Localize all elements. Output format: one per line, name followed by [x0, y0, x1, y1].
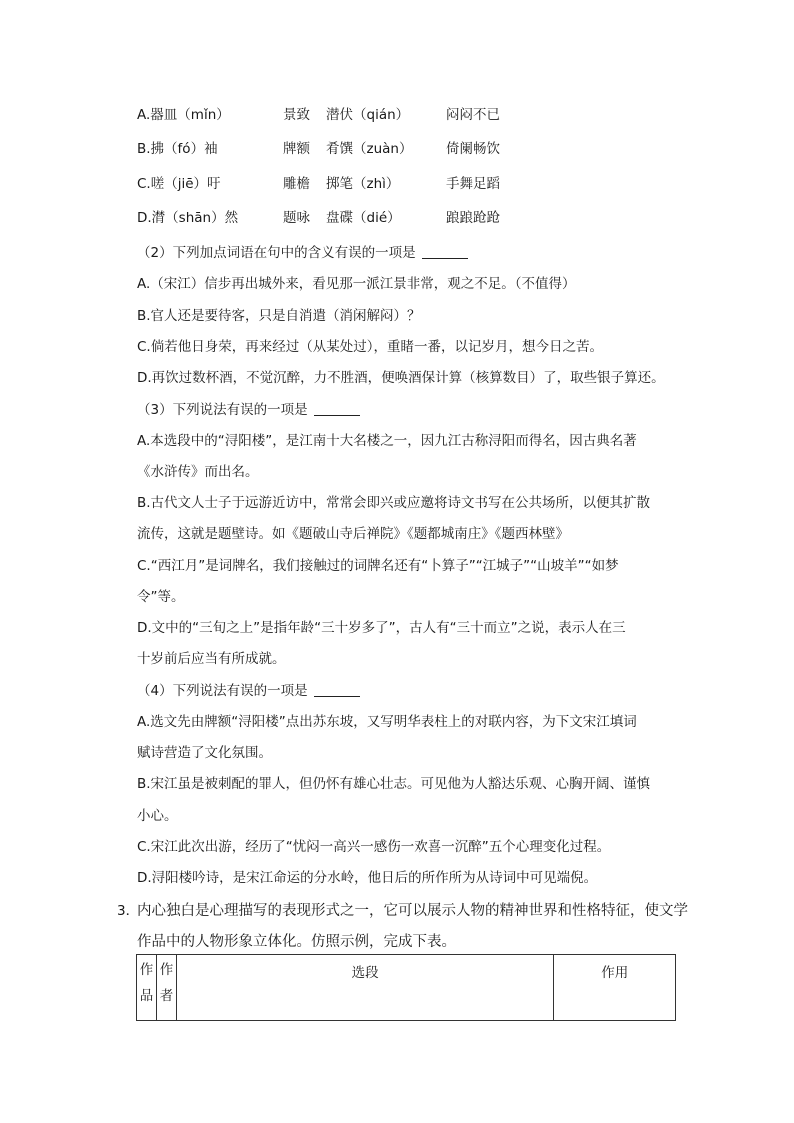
answer-blank[interactable]: [422, 258, 468, 259]
header-label: 选段: [351, 965, 379, 981]
option-label: B.拂（fó）袖: [137, 141, 218, 157]
header-char: 作: [139, 962, 154, 978]
q3-option-b-line2: 流传，这就是题壁诗。如《题破山寺后禅院》《题都城南庄》《题西林壁》: [137, 526, 569, 542]
q4-stem-text: （4）下列说法有误的一项是: [137, 683, 308, 699]
q3-stem: [137, 401, 360, 419]
option-word: 盘碟（dié）: [326, 210, 401, 226]
q3-option-b-line1: B.古代文人士子于远游近访中，常常会即兴或应邀将诗文书写在公共场所，以便其扩散: [137, 495, 651, 511]
option-word: 肴馔（zuàn）: [326, 141, 413, 157]
option-word: 倚阑畅饮: [446, 141, 500, 157]
answer-table: [136, 954, 676, 1021]
q3-option-a-line2: 《水浒传》而出名。: [137, 464, 259, 480]
answer-blank[interactable]: [314, 696, 360, 697]
q2-stem-text: （2）下列加点词语在句中的含义有误的一项是: [137, 245, 416, 261]
q5-stem-line2: 作品中的人物形象立体化。仿照示例，完成下表。: [137, 934, 456, 950]
option-word: 潜伏（qián）: [326, 107, 410, 123]
q3-option-a-line1: A.本选段中的“浔阳楼”，是江南十大名楼之一，因九江古称浔阳而得名，因古典名著: [137, 433, 637, 449]
table-header-function[interactable]: [554, 955, 676, 1021]
q4-option-a-line2: 赋诗营造了文化氛围。: [137, 745, 272, 761]
q2-option-c: C.倘若他日身荣，再来经过（从某处过），重睹一番，以记岁月，想今日之苦。: [137, 339, 603, 355]
table-header-excerpt[interactable]: [176, 955, 553, 1021]
q4-stem: [137, 682, 360, 700]
q4-option-b-line1: B.宋江虽是被刺配的罪人，但仍怀有雄心壮志。可见他为人豁达乐观、心胸开阔、谨慎: [137, 776, 651, 792]
question-number: 3．: [117, 903, 140, 919]
header-label: 作用: [601, 965, 629, 981]
q5-stem-line1: 内心独白是心理描写的表现形式之一，它可以展示人物的精神世界和性格特征，使文学: [137, 903, 688, 919]
q3-stem-text: （3）下列说法有误的一项是: [137, 402, 308, 418]
q3-option-c-line2: 令”等。: [137, 589, 185, 605]
q4-option-d: D.浔阳楼吟诗，是宋江命运的分水岭，他日后的所作所为从诗词中可见端倪。: [137, 870, 598, 886]
q2-option-b: B.官人还是要待客，只是自消遣（消闲解闷）？: [137, 308, 421, 324]
header-char: 者: [159, 988, 174, 1004]
q2-stem: [137, 244, 468, 262]
option-word: 题咏: [283, 210, 310, 226]
header-char: 作: [159, 962, 174, 978]
q4-option-c: C.宋江此次出游，经历了“忧闷一高兴一感伤一欢喜一沉醉”五个心理变化过程。: [137, 839, 611, 855]
option-word: 牌额: [283, 141, 310, 157]
table-header-work: [137, 955, 157, 1021]
q3-option-c-line1: C.“西江月”是词牌名，我们接触过的词牌名还有“卜算子”“江城子”“山坡羊”“如梦: [137, 558, 619, 574]
q2-option-d: D.再饮过数杯酒，不觉沉醉，力不胜酒，便唤酒保计算（核算数目）了，取些银子算还。: [137, 370, 665, 386]
option-word: 踉踉跄跄: [446, 210, 500, 226]
q3-option-d-line2: 十岁前后应当有所成就。: [137, 651, 286, 667]
option-word: 手舞足蹈: [446, 176, 500, 192]
option-word: 雕檐: [283, 176, 310, 192]
q4-option-b-line2: 小心。: [137, 808, 178, 824]
option-word: 掷笔（zhì）: [326, 176, 400, 192]
answer-blank[interactable]: [314, 415, 360, 416]
option-label: D.潸（shān）然: [137, 210, 239, 226]
option-word: 景致: [283, 107, 310, 123]
option-label: C.嗟（jiē）吁: [137, 176, 221, 192]
table-header-author: [156, 955, 176, 1021]
header-char: 品: [139, 988, 154, 1004]
q2-option-a: A.（宋江）信步再出城外来，看见那一派江景非常，观之不足。（不值得）: [137, 276, 576, 292]
option-label: A.器皿（mǐn）: [137, 107, 230, 123]
q3-option-d-line1: D.文中的“三旬之上”是指年龄“三十岁多了”，古人有“三十而立”之说，表示人在三: [137, 620, 626, 636]
option-word: 闷闷不已: [446, 107, 500, 123]
q4-option-a-line1: A.选文先由牌额“浔阳楼”点出苏东坡，又写明华表柱上的对联内容，为下文宋江填词: [137, 714, 637, 730]
